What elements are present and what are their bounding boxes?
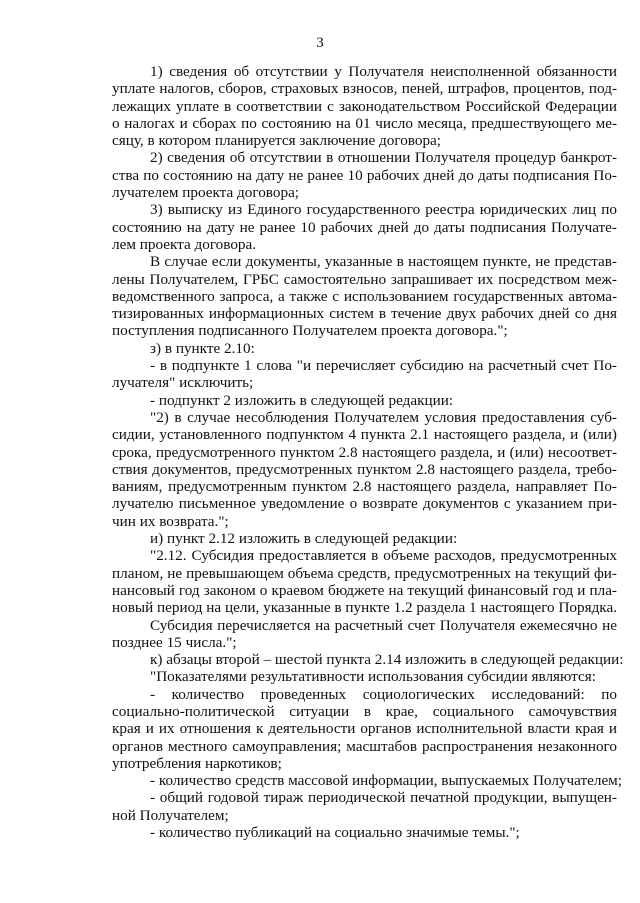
text-line: к) абзацы второй – шестой пункта 2.14 изложить в следующей редакции: xyxy=(150,651,624,669)
text-line: ствия документов, предусмотренных пунктом 2.8 настоящего раздела, требо- xyxy=(112,460,617,478)
text-line: лены Получателем, ГРБС самостоятельно запрашивает их посредством меж- xyxy=(112,270,617,288)
text-line: - количество публикаций на социально значимые темы."; xyxy=(150,824,520,842)
text-line: лучателем проекта договора; xyxy=(112,184,300,202)
document-body xyxy=(112,63,624,842)
text-line: края и их отношения к деятельности органов исполнительной власти края и xyxy=(112,720,617,738)
text-line: Субсидия перечисляется на расчетный счет Получателя ежемесячно не xyxy=(150,616,617,634)
text-line: лучателя" исключить; xyxy=(112,374,254,392)
text-line: 1) сведения об отсутствии у Получателя неисполненной обязанности xyxy=(150,63,617,80)
text-line: - количество проведенных социологических исследований: по xyxy=(150,685,617,703)
text-line: - подпункт 2 изложить в следующей редакции: xyxy=(150,391,454,409)
text-line: "2.12. Субсидия предоставляется в объеме расходов, предусмотренных xyxy=(150,547,617,565)
text-line: употребления наркотиков; xyxy=(112,754,282,772)
text-line: ной Получателем; xyxy=(112,806,229,824)
text-line: - количество средств массовой информации, выпускаемых Получателем; xyxy=(150,772,623,790)
text-line: новый период на цели, указанные в пункте 1.2 раздела 1 настоящего Порядка. xyxy=(112,599,617,617)
text-line: поступления подписанного Получателем проекта договора."; xyxy=(112,322,508,340)
text-line: срока, предусмотренного пунктом 2.8 настоящего раздела, и (или) несоответ- xyxy=(112,443,617,461)
text-line: "2) в случае несоблюдения Получателем условия предоставления суб- xyxy=(150,408,617,426)
text-line: 3) выписку из Единого государственного реестра юридических лиц по xyxy=(150,201,617,219)
text-line: нансовый год законом о краевом бюджете на текущий финансовый год и пла- xyxy=(112,581,617,599)
text-line: планом, не превышающем объема средств, предусмотренных на текущий фи- xyxy=(112,564,617,582)
text-line: состоянию на дату не ранее 10 рабочих дней до даты подписания Получате- xyxy=(112,218,617,236)
text-line: тизированных информационных систем в течение двух рабочих дней со дня xyxy=(112,305,617,323)
text-line: лежащих уплате в соответствии с законодательством Российской Федерации xyxy=(112,97,617,115)
text-line: "Показателями результативности использования субсидии являются: xyxy=(150,668,596,686)
text-line: - общий годовой тираж периодической печатной продукции, выпущен- xyxy=(150,789,617,807)
text-line: и) пункт 2.12 изложить в следующей редакции: xyxy=(150,530,458,548)
text-line: сяцу, в котором планируется заключение договора; xyxy=(112,132,442,150)
text-line: 2) сведения об отсутствии в отношении Получателя процедур банкрот- xyxy=(150,149,617,167)
text-line: ства по состоянию на дату не ранее 10 рабочих дней до даты подписания По- xyxy=(112,166,617,184)
text-line: ваниям, предусмотренным пунктом 2.8 настоящего раздела, направляет По- xyxy=(112,478,617,496)
text-line: позднее 15 числа."; xyxy=(112,633,237,651)
text-line: ведомственного запроса, а также с использованием государственных автома- xyxy=(112,287,617,305)
text-line: органов местного самоуправления; масштабов распространения незаконного xyxy=(112,737,617,755)
page-number: 3 xyxy=(316,35,324,51)
text-line: чин их возврата."; xyxy=(112,512,229,530)
text-line: социально-политической ситуации в крае, социального самочувствия xyxy=(112,702,617,720)
text-line: з) в пункте 2.10: xyxy=(150,339,255,357)
text-line: - в подпункте 1 слова "и перечисляет субсидию на расчетный счет По- xyxy=(150,357,617,375)
text-line: сидии, установленного подпунктом 4 пункта 2.1 настоящего раздела, и (или) xyxy=(112,426,617,444)
text-line: лем проекта договора. xyxy=(112,235,257,253)
text-line: уплате налогов, сборов, страховых взносов, пеней, штрафов, процентов, под- xyxy=(112,80,617,98)
text-line: лучателю письменное уведомление о возврате документов с указанием при- xyxy=(112,495,617,513)
text-line: В случае если документы, указанные в настоящем пункте, не представ- xyxy=(150,253,617,271)
text-line: о налогах и сборах по состоянию на 01 число месяца, предшествующего ме- xyxy=(112,114,617,132)
